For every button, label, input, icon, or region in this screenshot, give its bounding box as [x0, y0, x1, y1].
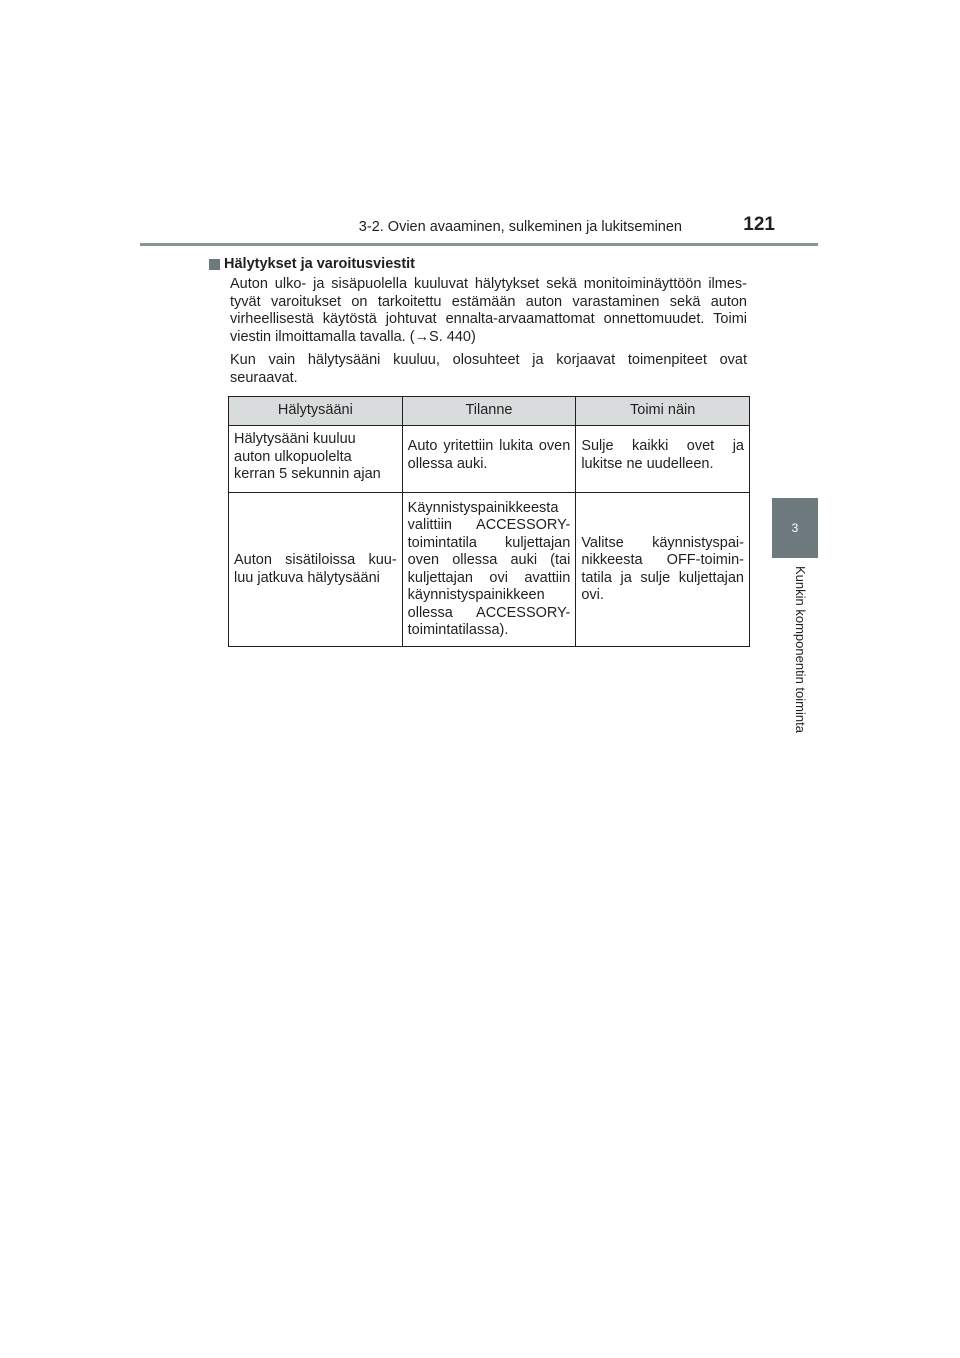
square-bullet-icon [209, 259, 220, 270]
warnings-section [209, 256, 747, 393]
column-header-action: Toimi näin [576, 397, 750, 426]
page-number: 121 [743, 214, 775, 235]
table-row [229, 492, 750, 646]
column-header-situation: Tilanne [402, 397, 576, 426]
table-cell-action: Valitse käynnistyspai-nikkeesta OFF-toimin-tatila ja sulje kuljettajan ovi. [576, 492, 750, 646]
table-cell-action: Sulje kaikki ovet ja lukitse ne uudelleen. [576, 426, 750, 493]
chapter-label: Kunkin komponentin toiminta [793, 566, 808, 733]
column-header-sound: Hälytysääni [229, 397, 403, 426]
running-header-title: 3-2. Ovien avaaminen, sulkeminen ja lukitseminen [358, 219, 682, 235]
warning-table [228, 396, 750, 647]
section-heading-text: Hälytykset ja varoitusviestit [224, 256, 416, 272]
intro-paragraph: Auton ulko- ja sisäpuolella kuuluvat hälytykset sekä monitoiminäyttöön ilmes-tyvät varoitukset on tarkoitettu estämään auton varastaminen sekä auton virheellisestä käytöstä johtuvat ennalta-arvaamattomat onnettomuudet. Toimi viestin ilmoittamalla tavalla. (→S. 440) [230, 276, 747, 345]
chapter-number: 3 [791, 521, 799, 535]
table-cell-sound: Auton sisätiloissa kuu-luu jatkuva hälytysääni [229, 492, 403, 646]
table-cell-sound: Hälytysääni kuuluu auton ulkopuolelta kerran 5 sekunnin ajan [229, 426, 403, 493]
header-divider [140, 243, 818, 246]
table-header-row [229, 397, 750, 426]
section-heading [209, 256, 747, 272]
chapter-tab [772, 498, 818, 558]
table-row [229, 426, 750, 493]
table-cell-situation: Auto yritettiin lukita oven ollessa auki. [402, 426, 576, 493]
table-cell-situation: Käynnistyspainikkeesta valittiin ACCESSORY-toimintatila kuljettajan oven ollessa auki (tai kuljettajan ovi avattiin käynnistyspainikkeen ollessa ACCESSORY-toimintatilassa). [402, 492, 576, 646]
condition-paragraph: Kun vain hälytysääni kuuluu, olosuhteet ja korjaavat toimenpiteet ovat seuraavat. [230, 352, 747, 386]
